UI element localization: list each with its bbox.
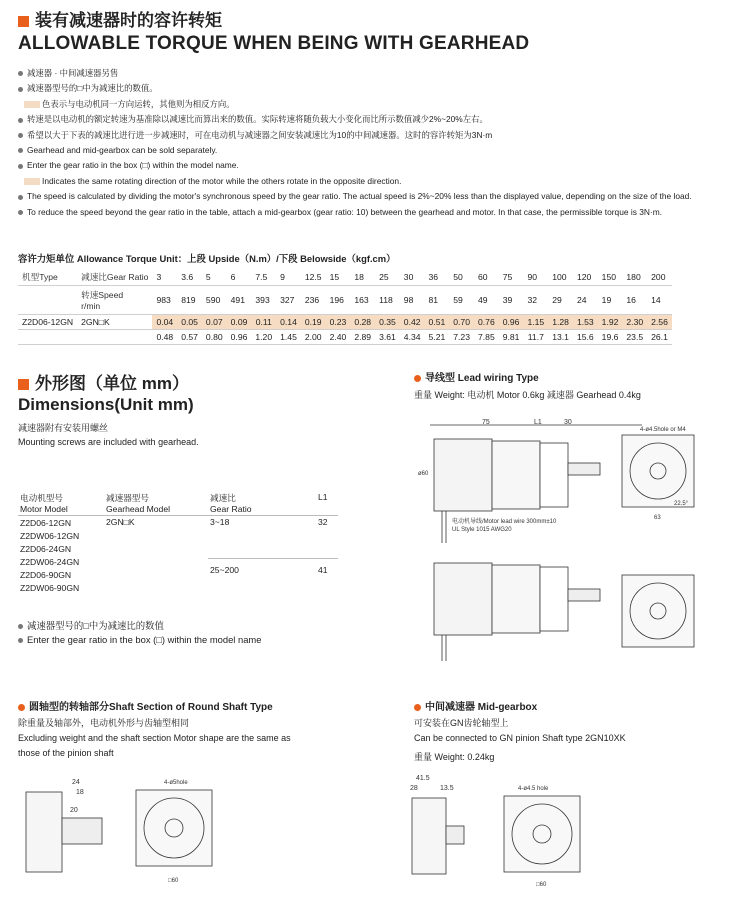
col-ratio-header: 减速比Gear Ratio	[77, 269, 152, 286]
color-swatch	[24, 178, 40, 185]
speed-cell: 590	[202, 286, 227, 315]
round-shaft-title: 圆轴型的转轴部分Shaft Section of Round Shaft Type	[18, 698, 273, 713]
col-type-header: 机型Type	[18, 269, 77, 286]
empty-cell	[18, 286, 77, 315]
svg-text:30: 30	[564, 419, 572, 426]
lead-wiring-drawing	[412, 415, 744, 665]
torque-belowside-cell: 23.5	[622, 330, 647, 345]
note-item: Indicates the same rotating direction of the motor while the others rotate in the opposite direction.	[18, 174, 692, 189]
torque-upside-cell: 0.28	[350, 315, 375, 330]
torque-belowside-cell: 7.85	[474, 330, 499, 345]
speed-cell: 98	[400, 286, 425, 315]
speed-cell: 24	[573, 286, 598, 315]
speed-cell: 39	[499, 286, 524, 315]
torque-belowside-cell: 2.40	[326, 330, 351, 345]
mid-gearbox-line-cn: 可安装在GN齿轮轴型上	[414, 718, 509, 728]
gear-note-en: Enter the gear ratio in the box (□) within the model name	[18, 634, 261, 645]
dimensions-note-cn: 减速器附有安装用螺丝	[18, 423, 109, 433]
torque-table	[18, 269, 672, 345]
svg-text:75: 75	[482, 419, 490, 426]
torque-belowside-cell: 1.45	[276, 330, 301, 345]
note-item: To reduce the speed beyond the gear ratio in the table, attach a mid-gearbox (gear ratio: 10) between the gearhead and motor. In that case, the permissible torque is 3N·m.	[18, 205, 692, 220]
ratio-cell: 12.5	[301, 269, 326, 286]
speed-cell: 196	[326, 286, 351, 315]
gearhead-cell: 2GN□K	[104, 516, 208, 605]
speed-cell: 16	[622, 286, 647, 315]
ratio-cell: 9	[276, 269, 301, 286]
bullet-icon	[18, 164, 23, 169]
torque-belowside-cell: 0.96	[227, 330, 252, 345]
svg-text:18: 18	[76, 789, 84, 796]
circle-bullet-icon	[414, 375, 421, 382]
torque-upside-cell: 1.15	[523, 315, 548, 330]
torque-belowside-cell: 13.1	[548, 330, 573, 345]
mid-gearbox-title: 中间减速器 Mid-gearbox	[414, 698, 537, 713]
torque-belowside-cell: 7.23	[449, 330, 474, 345]
svg-text:4-ø4.5 hole: 4-ø4.5 hole	[518, 786, 549, 792]
ratio-cell: 36	[425, 269, 450, 286]
mid-gearbox-weight: 重量 Weight: 0.24kg	[414, 752, 495, 762]
round-shaft-line-cn: 除重量及轴部外，电动机外形与齿轴型相同	[18, 718, 190, 728]
ratio-cell: 6	[227, 269, 252, 286]
note-item: The speed is calculated by dividing the motor's synchronous speed by the gear ratio. The actual speed is 2%~20% less than the displayed value, depending on the size of the load.	[18, 189, 692, 204]
torque-upside-cell: 0.35	[375, 315, 400, 330]
speed-cell: 163	[350, 286, 375, 315]
l1-cell: 32	[316, 516, 338, 559]
torque-upside-cell: 2.56	[647, 315, 672, 330]
l1-header: L1	[318, 492, 328, 502]
torque-upside-cell: 1.28	[548, 315, 573, 330]
dimensions-title-en: Dimensions(Unit mm)	[18, 395, 194, 414]
svg-text:20: 20	[70, 807, 78, 814]
svg-text:24: 24	[72, 779, 80, 786]
ratio-cell: 60	[474, 269, 499, 286]
torque-upside-cell: 1.92	[598, 315, 623, 330]
ratio-cell: 90	[523, 269, 548, 286]
torque-belowside-cell: 26.1	[647, 330, 672, 345]
torque-upside-cell: 0.14	[276, 315, 301, 330]
bullet-icon	[18, 133, 23, 138]
torque-belowside-cell: 5.21	[425, 330, 450, 345]
svg-text:UL Style 1015 AWG20: UL Style 1015 AWG20	[452, 527, 512, 533]
torque-upside-cell: 0.05	[177, 315, 202, 330]
svg-text:□60: □60	[536, 882, 547, 888]
model-cell: Z2D06-12GN	[18, 315, 77, 330]
model-table	[18, 491, 338, 604]
bullet-icon	[18, 118, 23, 123]
page-title-en: ALLOWABLE TORQUE WHEN BEING WITH GEARHEAD	[18, 33, 530, 54]
speed-cell: 236	[301, 286, 326, 315]
mid-gearbox-line-en: Can be connected to GN pinion Shaft type 2GN10XK	[414, 733, 626, 743]
empty-cell	[77, 330, 152, 345]
speed-cell: 81	[425, 286, 450, 315]
round-shaft-line-en2: those of the pinion shaft	[18, 748, 114, 758]
dimensions-note-en: Mounting screws are included with gearhead.	[18, 437, 199, 447]
torque-upside-cell: 0.07	[202, 315, 227, 330]
l1-cell: 41	[316, 559, 338, 605]
ratio-cell: 30	[400, 269, 425, 286]
gearhead-cell: 2GN□K	[77, 315, 152, 330]
ratio-cell: 25	[375, 269, 400, 286]
ratio-cell: 18	[350, 269, 375, 286]
torque-belowside-cell: 0.80	[202, 330, 227, 345]
svg-text:ø60: ø60	[418, 471, 429, 477]
gearhead-model-header: 减速器型号 Gearhead Model	[106, 493, 171, 514]
svg-text:28: 28	[410, 785, 418, 792]
speed-cell: 19	[598, 286, 623, 315]
torque-belowside-cell: 15.6	[573, 330, 598, 345]
torque-belowside-cell: 3.61	[375, 330, 400, 345]
page-title-cn: 装有减速器时的容许转矩	[18, 6, 222, 31]
ratio-cell: 50	[449, 269, 474, 286]
note-item: 转速是以电动机的额定转速为基准除以减速比而算出来的数值。实际转速将随负载大小变化而比所示数值减少2%~20%左右。	[18, 112, 692, 127]
torque-belowside-cell: 1.20	[251, 330, 276, 345]
torque-unit-line: 容许力矩单位 Allowance Torque Unit：上段 Upside（N.m）/下段 Belowside（kgf.cm）	[18, 253, 396, 264]
ratio-cell: 200	[647, 269, 672, 286]
note-item: 减速器 · 中间减速器另售	[18, 66, 692, 81]
svg-text:L1: L1	[534, 419, 542, 426]
col-speed-header: 转速Speed r/min	[77, 286, 152, 315]
table-row	[18, 269, 672, 286]
note-item: 希望以大于下表的减速比进行进一步减速时，可在电动机与减速器之间安装减速比为10的中间减速器。这时的容许转矩为3N·m	[18, 128, 692, 143]
motor-model-header: 电动机型号 Motor Model	[20, 493, 68, 514]
note-item: Gearhead and mid-gearbox can be sold separately.	[18, 143, 692, 158]
torque-upside-cell: 0.51	[425, 315, 450, 330]
table-row	[18, 516, 338, 559]
ratio-cell: 75	[499, 269, 524, 286]
torque-belowside-cell: 19.6	[598, 330, 623, 345]
speed-cell: 14	[647, 286, 672, 315]
speed-cell: 59	[449, 286, 474, 315]
torque-upside-cell: 0.23	[326, 315, 351, 330]
table-row	[18, 491, 338, 516]
svg-text:4-ø4.5hole or M4: 4-ø4.5hole or M4	[640, 427, 686, 433]
torque-belowside-cell: 0.57	[177, 330, 202, 345]
ratio-cell: 15	[326, 269, 351, 286]
speed-cell: 49	[474, 286, 499, 315]
torque-upside-cell: 0.04	[152, 315, 177, 330]
round-shaft-line-en1: Excluding weight and the shaft section Motor shape are the same as	[18, 733, 291, 743]
torque-upside-cell: 0.19	[301, 315, 326, 330]
speed-cell: 819	[177, 286, 202, 315]
svg-text:22.5°: 22.5°	[674, 501, 689, 507]
svg-text:电动机导线/Motor lead wire 300mm±10: 电动机导线/Motor lead wire 300mm±10	[452, 519, 557, 525]
ratio-cell: 5	[202, 269, 227, 286]
note-item: Enter the gear ratio in the box (□) within the model name.	[18, 158, 692, 173]
color-swatch	[24, 101, 40, 108]
speed-cell: 491	[227, 286, 252, 315]
ratio-cell: 150	[598, 269, 623, 286]
svg-text:41.5: 41.5	[416, 775, 430, 782]
torque-belowside-cell: 2.89	[350, 330, 375, 345]
bullet-icon	[18, 87, 23, 92]
speed-cell: 32	[523, 286, 548, 315]
ratio-cell: 180	[622, 269, 647, 286]
speed-cell: 327	[276, 286, 301, 315]
ratio-cell: 120	[573, 269, 598, 286]
speed-cell: 393	[251, 286, 276, 315]
circle-bullet-icon	[414, 704, 421, 711]
notes-list	[18, 66, 692, 220]
motor-model-list: Z2D06-12GN Z2DW06-12GN Z2D06-24GN Z2DW06-24GN Z2D06-90GN Z2DW06-90GN	[18, 516, 104, 605]
table-row	[18, 330, 672, 345]
torque-upside-cell: 0.76	[474, 315, 499, 330]
speed-cell: 29	[548, 286, 573, 315]
svg-text:□60: □60	[168, 878, 179, 884]
bullet-icon	[18, 71, 23, 76]
note-item: 色表示与电动机同一方向运转，其他则为相反方向。	[18, 97, 692, 112]
torque-upside-cell: 0.11	[251, 315, 276, 330]
torque-upside-cell: 0.42	[400, 315, 425, 330]
svg-text:4-ø5hole: 4-ø5hole	[164, 780, 188, 786]
circle-bullet-icon	[18, 704, 25, 711]
ratio-cell: 25~200	[208, 559, 316, 605]
torque-belowside-cell: 11.7	[523, 330, 548, 345]
ratio-cell: 100	[548, 269, 573, 286]
torque-upside-cell: 0.09	[227, 315, 252, 330]
gear-ratio-header: 减速比 Gear Ratio	[210, 493, 252, 514]
speed-cell: 983	[152, 286, 177, 315]
torque-upside-cell: 2.30	[622, 315, 647, 330]
torque-upside-cell: 1.53	[573, 315, 598, 330]
dimensions-title-cn: 外形图（单位 mm）	[18, 369, 189, 394]
torque-belowside-cell: 2.00	[301, 330, 326, 345]
lead-wiring-weight: 重量 Weight: 电动机 Motor 0.6kg 减速器 Gearhead 0.4kg	[414, 390, 641, 400]
ratio-cell: 7.5	[251, 269, 276, 286]
torque-belowside-cell: 4.34	[400, 330, 425, 345]
torque-upside-cell: 0.70	[449, 315, 474, 330]
ratio-cell: 3	[152, 269, 177, 286]
bullet-icon	[18, 148, 23, 153]
section-marker-icon	[18, 379, 29, 390]
table-row	[18, 315, 672, 330]
speed-cell: 118	[375, 286, 400, 315]
ratio-cell: 3.6	[177, 269, 202, 286]
table-row	[18, 286, 672, 315]
ratio-cell: 3~18	[208, 516, 316, 559]
bullet-icon	[18, 195, 23, 200]
round-shaft-drawing	[16, 770, 216, 892]
gear-note-cn: 减速器型号的□中为减速比的数值	[18, 618, 164, 632]
empty-cell	[18, 330, 77, 345]
torque-belowside-cell: 0.48	[152, 330, 177, 345]
mid-gearbox-drawing	[404, 770, 594, 892]
lead-wiring-title: 导线型 Lead wiring Type	[414, 369, 539, 384]
note-item: 减速器型号的□中为减速比的数值。	[18, 81, 692, 96]
section-marker-icon	[18, 16, 29, 27]
svg-text:13.5: 13.5	[440, 785, 454, 792]
bullet-icon	[18, 210, 23, 215]
torque-belowside-cell: 9.81	[499, 330, 524, 345]
torque-upside-cell: 0.96	[499, 315, 524, 330]
svg-text:63: 63	[654, 515, 661, 521]
